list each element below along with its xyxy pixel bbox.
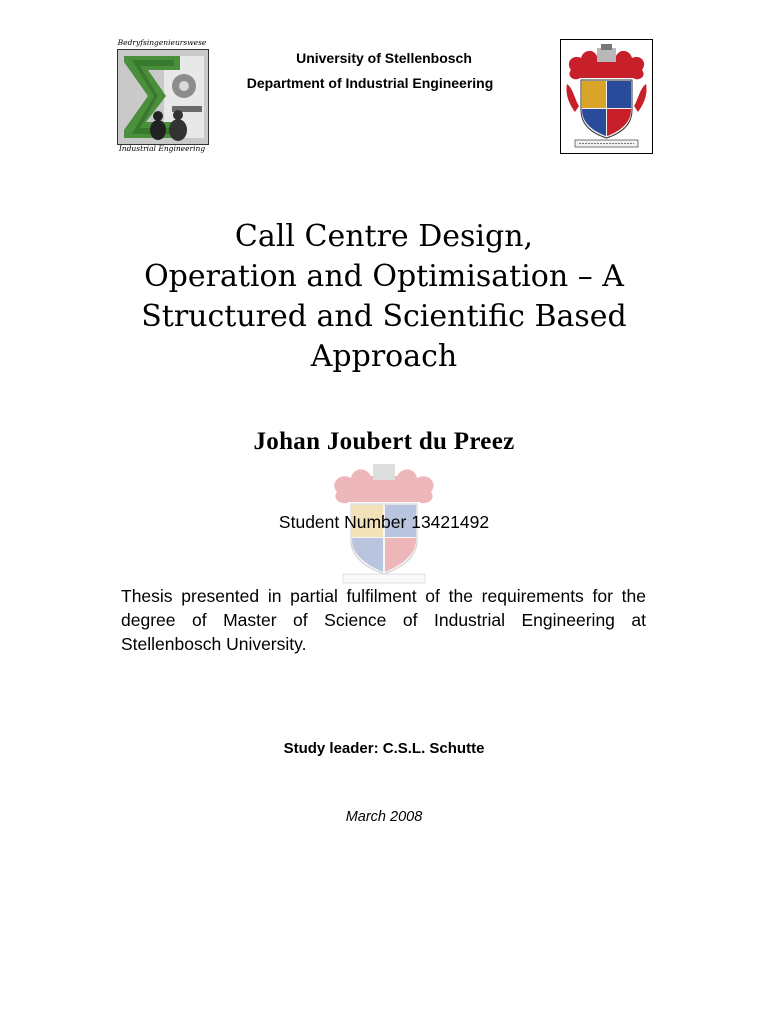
title-line-1: Call Centre Design, <box>234 219 534 254</box>
university-crest-logo <box>560 39 653 154</box>
title-line-2: Operation and Optimisation – A <box>144 259 624 294</box>
student-number: Student Number 13421492 <box>278 512 490 532</box>
title-line-4: Approach <box>310 339 458 374</box>
university-name: University of Stellenbosch <box>296 50 472 66</box>
logo-bottom-text: Industrial Engineering <box>118 144 206 153</box>
thesis-statement: Thesis presented in partial fulfilment of the requirements for the degree of Master of Science of Industrial Engineering at Stellenbosch University. <box>121 586 646 654</box>
coat-of-arms-icon <box>561 40 652 153</box>
thesis-title <box>90 217 678 377</box>
submission-date: March 2008 <box>345 809 423 825</box>
department-name: Department of Industrial Engineering <box>246 75 494 91</box>
author-name: Johan Joubert du Preez <box>253 428 515 455</box>
study-leader: Study leader: C.S.L. Schutte <box>283 740 485 757</box>
logo-top-text: Bedryfsingenieurswese <box>117 38 207 47</box>
title-line-3: Structured and Scientific Based <box>141 299 627 334</box>
